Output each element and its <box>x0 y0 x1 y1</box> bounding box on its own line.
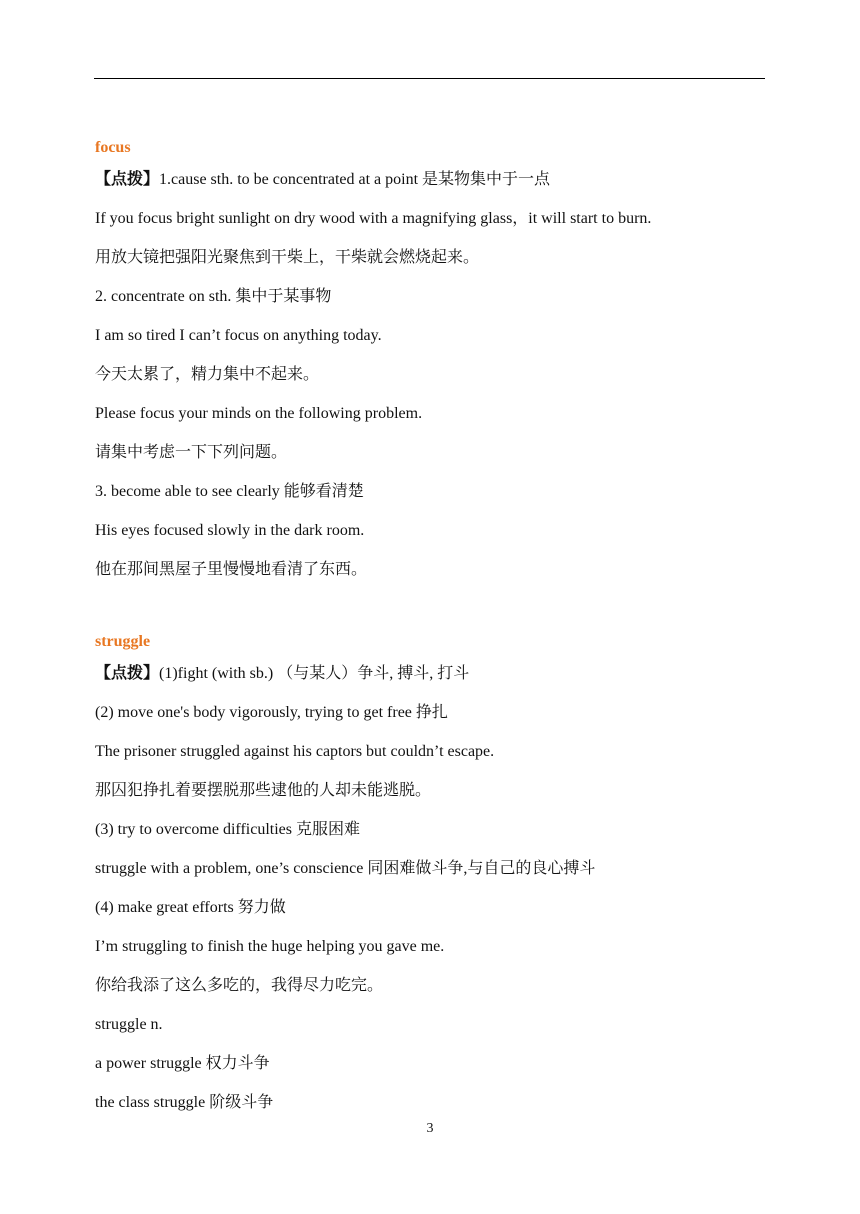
translation-line: 你给我添了这么多吃的，我得尽力吃完。 <box>95 977 384 994</box>
definition-line: (3) try to overcome difficulties 克服困难 <box>95 821 360 838</box>
example-sentence: I’m struggling to finish the huge helping you gave me. <box>95 938 445 955</box>
definition-line: (2) move one's body vigorously, trying to get free 挣扎 <box>95 704 448 721</box>
definition-line: 2. concentrate on sth. 集中于某事物 <box>95 288 332 305</box>
note-line <box>95 170 820 190</box>
part-of-speech-line: struggle n. <box>95 1016 163 1033</box>
example-sentence: His eyes focused slowly in the dark room. <box>95 522 365 539</box>
note-bracket: 【点拨】 <box>95 171 160 188</box>
note-bracket: 【点拨】 <box>95 665 160 682</box>
note-line <box>95 664 820 684</box>
header-rule <box>94 78 765 79</box>
translation-line: 他在那间黑屋子里慢慢地看清了东西。 <box>95 561 368 578</box>
section-heading-struggle: struggle <box>95 633 151 650</box>
example-sentence: If you focus bright sunlight on dry wood with a magnifying glass，it will start to burn. <box>95 210 652 227</box>
translation-line: 今天太累了，精力集中不起来。 <box>95 366 320 383</box>
example-phrase: struggle with a problem, one’s conscience 同困难做斗争,与自己的良心搏斗 <box>95 860 596 877</box>
note-text: 1.cause sth. to be concentrated at a point 是某物集中于一点 <box>159 171 551 188</box>
definition-line: 3. become able to see clearly 能够看清楚 <box>95 483 364 500</box>
example-sentence: The prisoner struggled against his captors but couldn’t escape. <box>95 743 495 760</box>
example-sentence: I am so tired I can’t focus on anything today. <box>95 327 382 344</box>
note-text: (1)fight (with sb.) （与某人）争斗, 搏斗, 打斗 <box>159 665 470 682</box>
translation-line: 用放大镜把强阳光聚焦到干柴上，干柴就会燃烧起来。 <box>95 249 480 266</box>
example-phrase: the class struggle 阶级斗争 <box>95 1094 274 1111</box>
page-number: 3 <box>426 1121 434 1136</box>
section-heading-focus: focus <box>95 139 131 156</box>
example-sentence: Please focus your minds on the following problem. <box>95 405 423 422</box>
definition-line: (4) make great efforts 努力做 <box>95 899 286 916</box>
translation-line: 那囚犯挣扎着要摆脱那些逮他的人却未能逃脱。 <box>95 782 432 799</box>
translation-line: 请集中考虑一下下列问题。 <box>95 444 288 461</box>
example-phrase: a power struggle 权力斗争 <box>95 1055 270 1072</box>
